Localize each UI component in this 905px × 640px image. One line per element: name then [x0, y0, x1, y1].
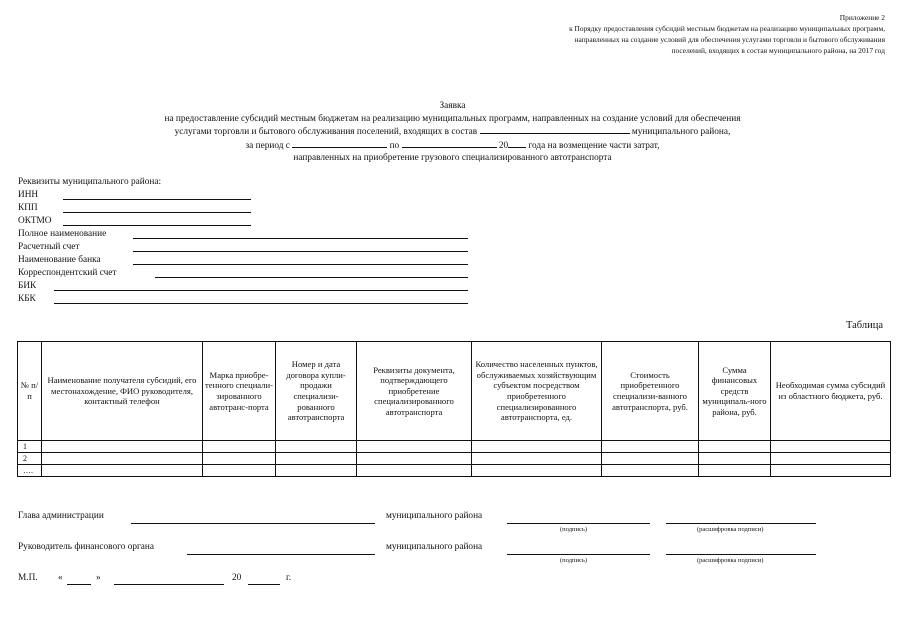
table-cell[interactable] — [276, 465, 357, 477]
column-header: Наименование получателя субсидий, его местонахождение, ФИО руководителя, контактный телефон — [42, 342, 203, 441]
table-cell[interactable] — [42, 441, 203, 453]
table-cell[interactable] — [472, 465, 602, 477]
title-line: на предоставление субсидий местным бюджетам на реализацию муниципальных программ, направленных на создание условий для обеспечения — [164, 113, 741, 124]
table-cell[interactable] — [203, 465, 276, 477]
signature-caption: (подпись) — [560, 526, 587, 533]
kpp-field[interactable] — [63, 212, 251, 213]
corr-account-field[interactable] — [155, 277, 468, 278]
head-admin-label: Глава администрации — [18, 511, 104, 521]
quote-open: « — [58, 573, 63, 583]
table-cell[interactable] — [771, 453, 891, 465]
signature-caption: (подпись) — [560, 557, 587, 564]
column-header: Количество населенных пунктов, обслуживаемых хозяйствующим субъектом посредством приобретенного специализированного автотранспорта, ед. — [472, 342, 602, 441]
municipal-district-label: муниципального района — [386, 511, 483, 521]
bik-field[interactable] — [54, 290, 468, 291]
corr-account-label: Корреспондентский счет — [18, 268, 117, 278]
table-cell[interactable] — [357, 453, 472, 465]
table-row — [18, 441, 891, 453]
column-header: Марка приобре-тенного специали-зированного автотранс-порта — [203, 342, 276, 441]
quote-close: » — [96, 573, 101, 583]
table-cell[interactable] — [771, 465, 891, 477]
table-cell[interactable] — [276, 453, 357, 465]
table-row — [18, 453, 891, 465]
column-header: Номер и дата договора купли-продажи специализи-рованного автотранспорта — [276, 342, 357, 441]
oktmo-label: ОКТМО — [18, 216, 52, 226]
account-label: Расчетный счет — [18, 242, 80, 252]
bank-field[interactable] — [133, 264, 468, 265]
inn-label: ИНН — [18, 190, 39, 200]
column-header: Реквизиты документа, подтверждающего приобретение специализированного автотранспорта — [357, 342, 472, 441]
kbk-field[interactable] — [54, 303, 468, 304]
table-cell[interactable] — [357, 441, 472, 453]
date-month-field[interactable] — [114, 584, 224, 585]
table-cell[interactable] — [42, 465, 203, 477]
column-header: Стоимость приобретенного специализи-ванного автотранспорта, руб. — [602, 342, 699, 441]
row-number: 1 — [18, 441, 42, 453]
table-cell[interactable] — [699, 465, 771, 477]
column-header: № п/п — [18, 342, 42, 441]
head-admin-name-field[interactable] — [131, 523, 375, 524]
appendix-line: направленных на создание условий для обеспечения услугами торговли и бытового обслуживания — [574, 35, 885, 44]
finance-head-signature-field[interactable] — [507, 554, 650, 555]
year-field[interactable] — [508, 139, 526, 148]
oktmo-field[interactable] — [63, 225, 251, 226]
table-cell[interactable] — [602, 441, 699, 453]
table-cell[interactable] — [699, 453, 771, 465]
period-to-field[interactable] — [402, 139, 497, 148]
table-row — [18, 465, 891, 477]
account-field[interactable] — [133, 251, 468, 252]
date-day-field[interactable] — [67, 584, 91, 585]
application-title-block — [0, 100, 905, 165]
appendix-line: поселений, входящих в состав муниципального района, на 2017 год — [671, 46, 885, 55]
kpp-label: КПП — [18, 203, 38, 213]
finance-head-decoding-field[interactable] — [666, 554, 816, 555]
requisites-header: Реквизиты муниципального района: — [18, 177, 162, 187]
decoding-caption: (расшифровка подписи) — [697, 557, 764, 564]
title-line: за период с по 20 года на возмещение части затрат, — [245, 140, 660, 151]
application-heading: Заявка — [439, 101, 466, 111]
table-cell[interactable] — [771, 441, 891, 453]
stamp-label: М.П. — [18, 573, 38, 583]
kbk-label: КБК — [18, 294, 36, 304]
municipal-district-label: муниципального района — [386, 542, 483, 552]
head-admin-signature-field[interactable] — [507, 523, 650, 524]
table-caption: Таблица — [845, 320, 883, 331]
year-suffix: г. — [286, 573, 292, 583]
table-cell[interactable] — [472, 441, 602, 453]
row-number: 2 — [18, 453, 42, 465]
table-cell[interactable] — [203, 441, 276, 453]
title-line: услугами торговли и бытового обслуживания поселений, входящих в состав муниципального района, — [174, 127, 731, 137]
table-cell[interactable] — [203, 453, 276, 465]
full-name-field[interactable] — [133, 238, 468, 239]
date-year-field[interactable] — [248, 584, 280, 585]
bik-label: БИК — [18, 281, 37, 291]
table-cell[interactable] — [602, 453, 699, 465]
row-number: …. — [18, 465, 42, 477]
appendix-block — [455, 12, 885, 56]
year-prefix: 20 — [232, 573, 242, 583]
column-header: Необходимая сумма субсидий из областного бюджета, руб. — [771, 342, 891, 441]
table-cell[interactable] — [42, 453, 203, 465]
table-cell[interactable] — [699, 441, 771, 453]
appendix-line: к Порядку предоставления субсидий местным бюджетам на реализацию муниципальных программ, — [569, 24, 885, 33]
title-line: направленных на приобретение грузового специализированного автотранспорта — [293, 153, 612, 163]
full-name-label: Полное наименование — [18, 229, 107, 239]
finance-head-label: Руководитель финансового органа — [18, 542, 155, 552]
decoding-caption: (расшифровка подписи) — [697, 526, 764, 533]
head-admin-decoding-field[interactable] — [666, 523, 816, 524]
table-cell[interactable] — [276, 441, 357, 453]
application-table — [17, 341, 891, 477]
finance-head-name-field[interactable] — [187, 554, 375, 555]
table-cell[interactable] — [357, 465, 472, 477]
table-header-row — [18, 342, 891, 441]
bank-label: Наименование банка — [18, 255, 101, 265]
table-cell[interactable] — [602, 465, 699, 477]
period-from-field[interactable] — [292, 139, 387, 148]
appendix-title: Приложение 2 — [839, 13, 885, 22]
table-cell[interactable] — [472, 453, 602, 465]
inn-field[interactable] — [63, 199, 251, 200]
district-name-field[interactable] — [480, 125, 630, 134]
column-header: Сумма финансовых средств муниципаль-ного района, руб. — [699, 342, 771, 441]
